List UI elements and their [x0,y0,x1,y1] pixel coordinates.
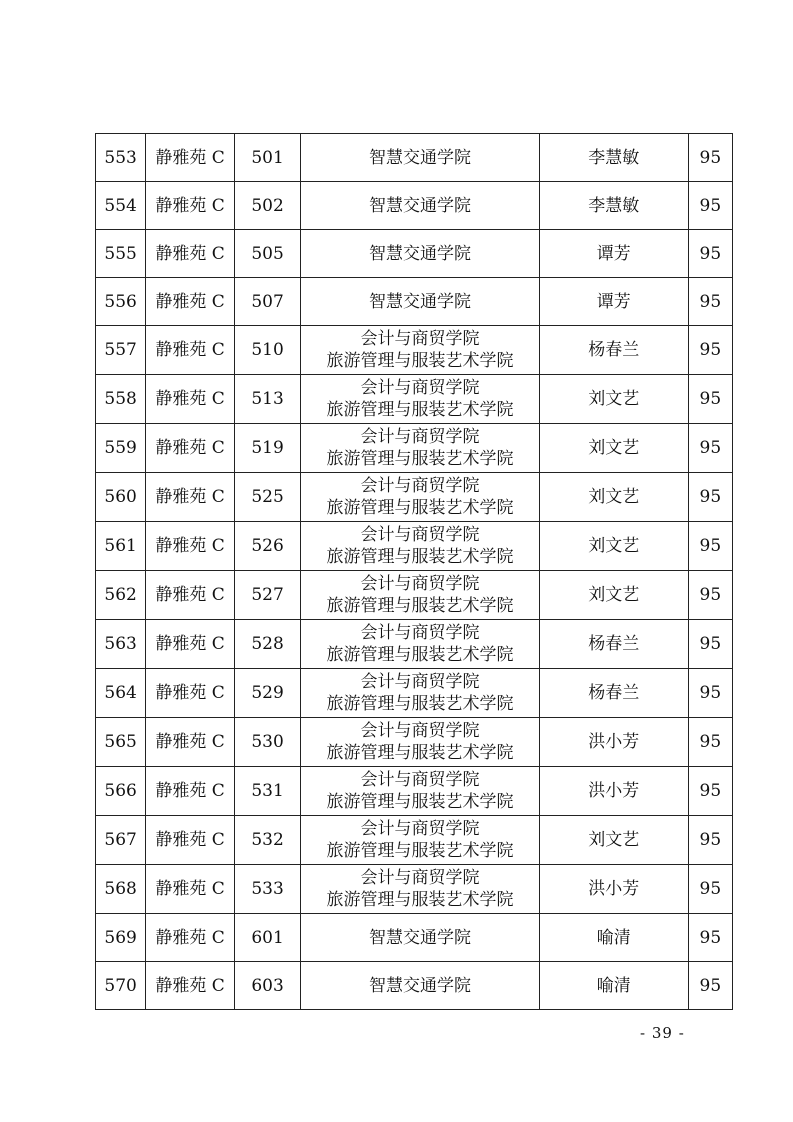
row-number-cell: 558 [96,375,146,424]
row-number-cell: 554 [96,182,146,230]
score-cell: 95 [688,134,732,182]
college-cell [301,767,539,816]
college-name: 会计与商贸学院 [360,378,480,398]
building-cell: 静雅苑 C [146,230,235,278]
college-name: 智慧交通学院 [369,195,471,216]
college-name: 会计与商贸学院 [360,721,480,741]
building-cell: 静雅苑 C [146,620,235,669]
person-cell: 喻清 [539,914,688,962]
table-row [96,375,733,424]
room-cell: 601 [234,914,300,962]
college-cell [301,816,539,865]
college-name: 智慧交通学院 [369,147,471,168]
building-cell: 静雅苑 C [146,767,235,816]
room-cell: 501 [234,134,300,182]
college-cell [301,522,539,571]
person-cell: 李慧敏 [539,134,688,182]
building-cell: 静雅苑 C [146,914,235,962]
room-cell: 529 [234,669,300,718]
score-cell: 95 [688,522,732,571]
room-cell: 533 [234,865,300,914]
person-cell: 刘文艺 [539,473,688,522]
college-cell [301,375,539,424]
building-cell: 静雅苑 C [146,424,235,473]
college-name: 会计与商贸学院 [360,672,480,692]
score-cell: 95 [688,962,732,1010]
room-cell: 528 [234,620,300,669]
college-name: 会计与商贸学院 [360,770,480,790]
table-row [96,914,733,962]
score-cell: 95 [688,669,732,718]
row-number-cell: 563 [96,620,146,669]
college-name: 旅游管理与服装艺术学院 [326,547,514,567]
score-cell: 95 [688,914,732,962]
room-cell: 531 [234,767,300,816]
row-number-cell: 559 [96,424,146,473]
row-number-cell: 556 [96,278,146,326]
row-number-cell: 566 [96,767,146,816]
college-cell [301,230,539,278]
college-name: 会计与商贸学院 [360,427,480,447]
college-cell [301,473,539,522]
person-cell: 李慧敏 [539,182,688,230]
college-cell [301,962,539,1010]
row-number-cell: 557 [96,326,146,375]
college-name: 旅游管理与服装艺术学院 [326,841,514,861]
score-cell: 95 [688,767,732,816]
row-number-cell: 555 [96,230,146,278]
college-name: 会计与商贸学院 [360,525,480,545]
person-cell: 刘文艺 [539,571,688,620]
college-name: 旅游管理与服装艺术学院 [326,596,514,616]
row-number-cell: 565 [96,718,146,767]
dormitory-score-table [95,133,733,1010]
college-cell [301,865,539,914]
room-cell: 519 [234,424,300,473]
room-cell: 525 [234,473,300,522]
college-name: 旅游管理与服装艺术学院 [326,449,514,469]
row-number-cell: 560 [96,473,146,522]
table-row [96,620,733,669]
college-cell [301,182,539,230]
college-name: 会计与商贸学院 [360,868,480,888]
score-cell: 95 [688,230,732,278]
table-row [96,816,733,865]
building-cell: 静雅苑 C [146,326,235,375]
person-cell: 洪小芳 [539,767,688,816]
college-name: 旅游管理与服装艺术学院 [326,351,514,371]
college-cell [301,669,539,718]
college-name: 旅游管理与服装艺术学院 [326,498,514,518]
college-cell [301,134,539,182]
person-cell: 谭芳 [539,230,688,278]
score-cell: 95 [688,473,732,522]
college-name: 旅游管理与服装艺术学院 [326,743,514,763]
person-cell: 刘文艺 [539,424,688,473]
person-cell: 刘文艺 [539,522,688,571]
building-cell: 静雅苑 C [146,669,235,718]
college-name: 会计与商贸学院 [360,329,480,349]
row-number-cell: 569 [96,914,146,962]
college-name: 旅游管理与服装艺术学院 [326,694,514,714]
building-cell: 静雅苑 C [146,134,235,182]
row-number-cell: 568 [96,865,146,914]
room-cell: 530 [234,718,300,767]
room-cell: 527 [234,571,300,620]
table-row [96,767,733,816]
building-cell: 静雅苑 C [146,182,235,230]
person-cell: 喻清 [539,962,688,1010]
building-cell: 静雅苑 C [146,865,235,914]
building-cell: 静雅苑 C [146,522,235,571]
score-cell: 95 [688,718,732,767]
table-row [96,571,733,620]
college-name: 会计与商贸学院 [360,476,480,496]
college-name: 旅游管理与服装艺术学院 [326,890,514,910]
page-number: - 39 - [640,1024,685,1042]
row-number-cell: 561 [96,522,146,571]
score-cell: 95 [688,571,732,620]
college-name: 旅游管理与服装艺术学院 [326,645,514,665]
score-cell: 95 [688,182,732,230]
building-cell: 静雅苑 C [146,718,235,767]
score-cell: 95 [688,865,732,914]
row-number-cell: 564 [96,669,146,718]
college-name: 旅游管理与服装艺术学院 [326,400,514,420]
person-cell: 刘文艺 [539,816,688,865]
room-cell: 532 [234,816,300,865]
table-row [96,669,733,718]
table-row [96,473,733,522]
score-cell: 95 [688,375,732,424]
score-cell: 95 [688,816,732,865]
room-cell: 510 [234,326,300,375]
person-cell: 洪小芳 [539,718,688,767]
college-name: 智慧交通学院 [369,243,471,264]
college-cell [301,718,539,767]
row-number-cell: 567 [96,816,146,865]
table-row [96,424,733,473]
building-cell: 静雅苑 C [146,375,235,424]
score-cell: 95 [688,326,732,375]
table-row [96,962,733,1010]
college-name: 智慧交通学院 [369,291,471,312]
building-cell: 静雅苑 C [146,571,235,620]
college-cell [301,278,539,326]
college-name: 会计与商贸学院 [360,819,480,839]
table-body [96,134,733,1010]
table-row [96,278,733,326]
college-cell [301,914,539,962]
person-cell: 杨春兰 [539,326,688,375]
room-cell: 526 [234,522,300,571]
table-row [96,718,733,767]
college-name: 智慧交通学院 [369,975,471,996]
building-cell: 静雅苑 C [146,816,235,865]
college-cell [301,326,539,375]
building-cell: 静雅苑 C [146,473,235,522]
room-cell: 603 [234,962,300,1010]
table-row [96,182,733,230]
college-cell [301,424,539,473]
college-name: 会计与商贸学院 [360,574,480,594]
score-cell: 95 [688,620,732,669]
building-cell: 静雅苑 C [146,962,235,1010]
table-row [96,522,733,571]
building-cell: 静雅苑 C [146,278,235,326]
score-cell: 95 [688,424,732,473]
college-name: 智慧交通学院 [369,927,471,948]
room-cell: 505 [234,230,300,278]
college-name: 旅游管理与服装艺术学院 [326,792,514,812]
person-cell: 刘文艺 [539,375,688,424]
college-name: 会计与商贸学院 [360,623,480,643]
person-cell: 杨春兰 [539,620,688,669]
score-cell: 95 [688,278,732,326]
college-cell [301,620,539,669]
table-row [96,230,733,278]
room-cell: 502 [234,182,300,230]
table-row [96,326,733,375]
person-cell: 谭芳 [539,278,688,326]
college-cell [301,571,539,620]
room-cell: 513 [234,375,300,424]
room-cell: 507 [234,278,300,326]
table-row [96,865,733,914]
row-number-cell: 570 [96,962,146,1010]
table-row [96,134,733,182]
row-number-cell: 553 [96,134,146,182]
row-number-cell: 562 [96,571,146,620]
person-cell: 洪小芳 [539,865,688,914]
person-cell: 杨春兰 [539,669,688,718]
